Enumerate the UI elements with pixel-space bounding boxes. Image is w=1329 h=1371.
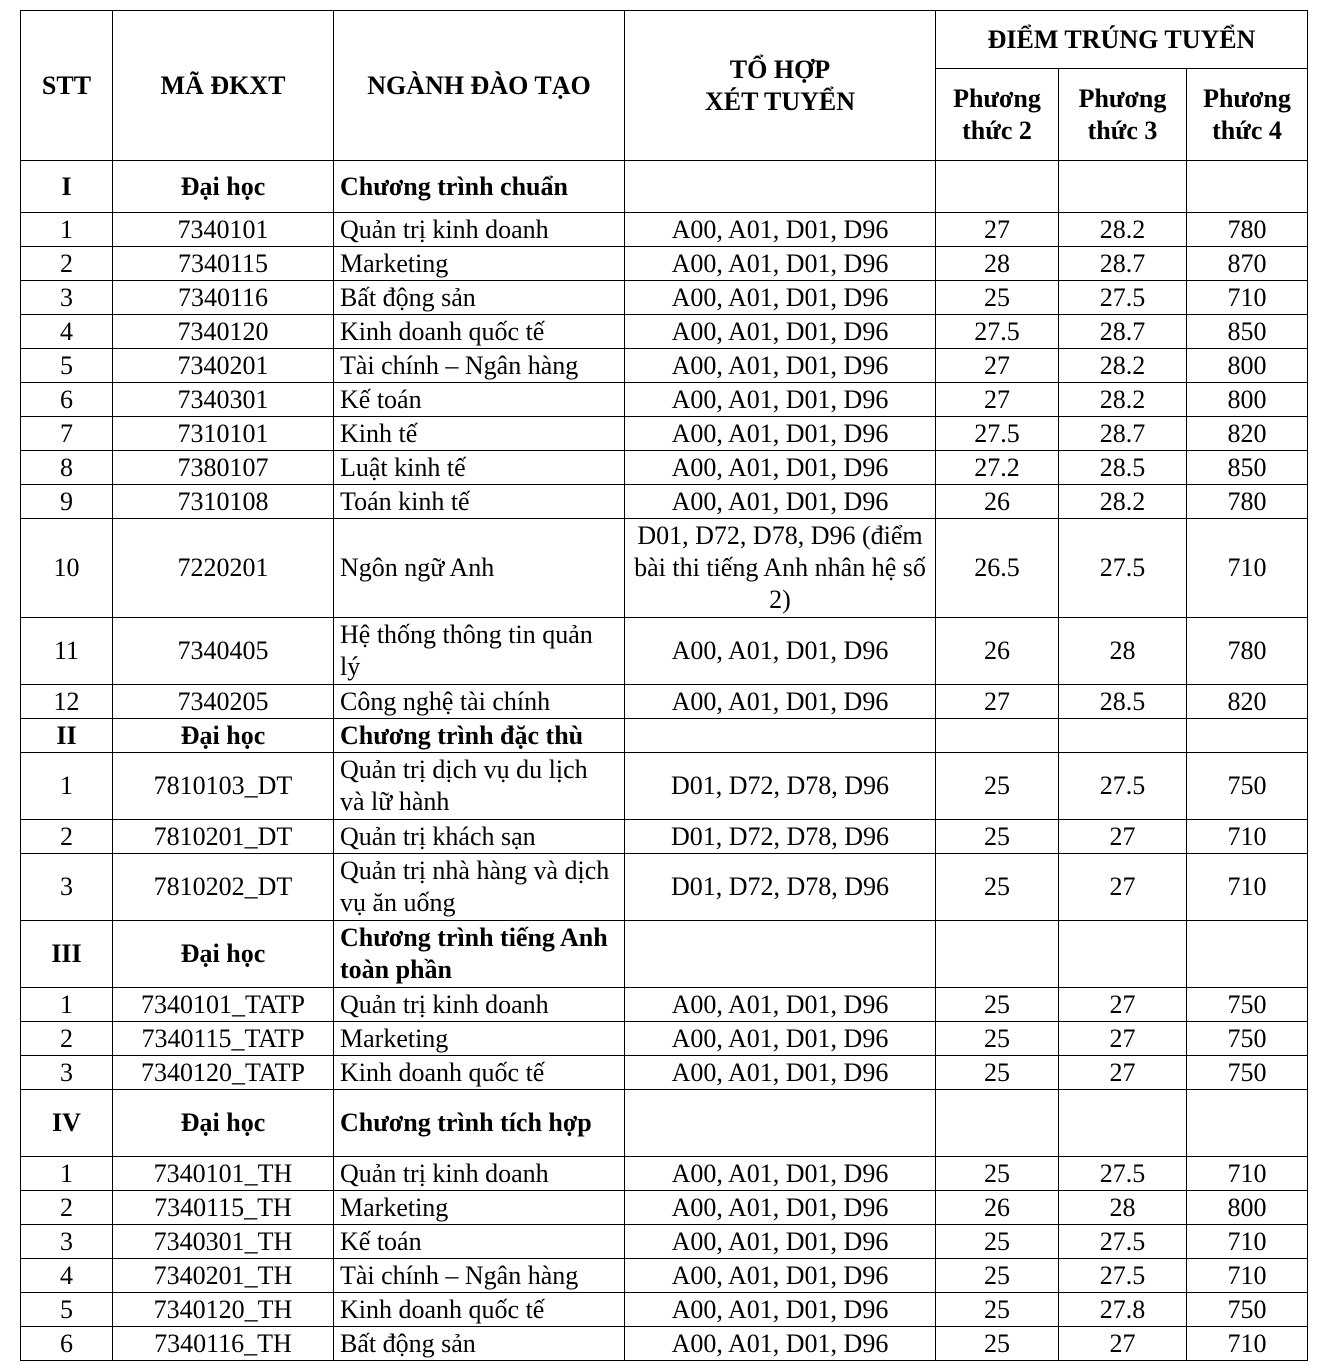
row-combo: A00, A01, D01, D96 [625, 685, 936, 719]
table-row [21, 247, 1308, 281]
header-combo-line2: XÉT TUYỂN [704, 86, 856, 116]
row-score-method-2: 25 [936, 1327, 1059, 1361]
row-score-method-3: 28.7 [1059, 315, 1187, 349]
row-score-method-3: 28.5 [1059, 685, 1187, 719]
row-combo: A00, A01, D01, D96 [625, 349, 936, 383]
row-score-method-2: 25 [936, 1259, 1059, 1293]
table-row [21, 820, 1308, 854]
row-score-method-3: 28.7 [1059, 247, 1187, 281]
section-number: III [21, 921, 113, 988]
row-code: 7310108 [113, 485, 334, 519]
empty-cell [625, 921, 936, 988]
empty-cell [625, 1090, 936, 1157]
header-combo-line1: TỔ HỢP [729, 54, 831, 84]
row-code: 7340120_TH [113, 1293, 334, 1327]
row-score-method-2: 27 [936, 213, 1059, 247]
row-combo: A00, A01, D01, D96 [625, 1022, 936, 1056]
row-major: Bất động sản [334, 1327, 625, 1361]
row-stt: 5 [21, 1293, 113, 1327]
row-combo: A00, A01, D01, D96 [625, 247, 936, 281]
row-stt: 11 [21, 618, 113, 685]
row-score-method-4: 800 [1187, 1191, 1308, 1225]
table-row [21, 1022, 1308, 1056]
row-score-method-4: 850 [1187, 451, 1308, 485]
empty-cell [936, 921, 1059, 988]
row-combo: A00, A01, D01, D96 [625, 1259, 936, 1293]
row-major: Marketing [334, 1191, 625, 1225]
table-body [21, 161, 1308, 1361]
row-code: 7340301_TH [113, 1225, 334, 1259]
row-major: Kế toán [334, 1225, 625, 1259]
row-stt: 7 [21, 417, 113, 451]
empty-cell [936, 719, 1059, 753]
header-method-3-line1: Phương [1078, 83, 1167, 113]
row-score-method-3: 28.7 [1059, 417, 1187, 451]
row-major: Quản trị dịch vụ du lịch và lữ hành [334, 753, 625, 820]
row-code: 7340201_TH [113, 1259, 334, 1293]
row-code: 7340101_TH [113, 1157, 334, 1191]
row-code: 7310101 [113, 417, 334, 451]
row-major: Kinh doanh quốc tế [334, 1056, 625, 1090]
empty-cell [625, 161, 936, 213]
row-score-method-2: 25 [936, 854, 1059, 921]
row-score-method-2: 26 [936, 485, 1059, 519]
row-score-method-4: 710 [1187, 281, 1308, 315]
table-row [21, 519, 1308, 618]
row-score-method-3: 27 [1059, 854, 1187, 921]
empty-cell [1059, 161, 1187, 213]
table-row [21, 753, 1308, 820]
row-score-method-3: 27.5 [1059, 1157, 1187, 1191]
row-stt: 5 [21, 349, 113, 383]
section-program: Chương trình chuẩn [334, 161, 625, 213]
row-score-method-4: 800 [1187, 383, 1308, 417]
row-score-method-2: 27.2 [936, 451, 1059, 485]
section-level: Đại học [113, 719, 334, 753]
row-code: 7340120_TATP [113, 1056, 334, 1090]
row-stt: 3 [21, 1056, 113, 1090]
table-row [21, 1056, 1308, 1090]
row-score-method-3: 27.5 [1059, 281, 1187, 315]
row-combo: A00, A01, D01, D96 [625, 485, 936, 519]
row-code: 7340405 [113, 618, 334, 685]
table-row [21, 451, 1308, 485]
row-stt: 2 [21, 820, 113, 854]
header-method-4-line1: Phương [1203, 83, 1291, 113]
row-score-method-4: 750 [1187, 1293, 1308, 1327]
row-score-method-2: 28 [936, 247, 1059, 281]
row-score-method-4: 750 [1187, 988, 1308, 1022]
header-method-3 [1059, 69, 1187, 161]
row-major: Kinh doanh quốc tế [334, 1293, 625, 1327]
row-major: Quản trị kinh doanh [334, 988, 625, 1022]
table-row [21, 1157, 1308, 1191]
table-row [21, 1327, 1308, 1361]
empty-cell [625, 719, 936, 753]
row-major: Tài chính – Ngân hàng [334, 1259, 625, 1293]
header-method-4 [1187, 69, 1308, 161]
row-code: 7340205 [113, 685, 334, 719]
row-major: Marketing [334, 1022, 625, 1056]
row-stt: 2 [21, 1191, 113, 1225]
row-code: 7340115 [113, 247, 334, 281]
row-score-method-2: 27.5 [936, 315, 1059, 349]
row-score-method-2: 25 [936, 1225, 1059, 1259]
header-code: MÃ ĐKXT [113, 11, 334, 161]
row-combo: D01, D72, D78, D96 [625, 753, 936, 820]
section-row [21, 161, 1308, 213]
section-program: Chương trình tiếng Anh toàn phần [334, 921, 625, 988]
row-score-method-2: 25 [936, 820, 1059, 854]
row-stt: 1 [21, 753, 113, 820]
row-code: 7340301 [113, 383, 334, 417]
row-major: Tài chính – Ngân hàng [334, 349, 625, 383]
empty-cell [1187, 719, 1308, 753]
empty-cell [1187, 1090, 1308, 1157]
row-combo: A00, A01, D01, D96 [625, 1157, 936, 1191]
row-score-method-4: 750 [1187, 1022, 1308, 1056]
admission-score-table [20, 10, 1308, 1361]
row-score-method-3: 28 [1059, 618, 1187, 685]
row-major: Công nghệ tài chính [334, 685, 625, 719]
row-score-method-4: 710 [1187, 820, 1308, 854]
header-method-2-line1: Phương [953, 83, 1041, 113]
section-program: Chương trình đặc thù [334, 719, 625, 753]
table-row [21, 383, 1308, 417]
table-row [21, 685, 1308, 719]
row-score-method-2: 27 [936, 349, 1059, 383]
row-major: Bất động sản [334, 281, 625, 315]
row-stt: 9 [21, 485, 113, 519]
row-code: 7340120 [113, 315, 334, 349]
row-major: Kế toán [334, 383, 625, 417]
row-combo: A00, A01, D01, D96 [625, 213, 936, 247]
table-row [21, 349, 1308, 383]
row-score-method-4: 710 [1187, 1157, 1308, 1191]
section-program: Chương trình tích hợp [334, 1090, 625, 1157]
row-score-method-3: 27.8 [1059, 1293, 1187, 1327]
row-score-method-2: 25 [936, 988, 1059, 1022]
table-row [21, 315, 1308, 349]
row-major: Quản trị kinh doanh [334, 213, 625, 247]
row-score-method-2: 25 [936, 1056, 1059, 1090]
row-score-method-3: 27.5 [1059, 1259, 1187, 1293]
row-major: Quản trị khách sạn [334, 820, 625, 854]
row-score-method-4: 750 [1187, 753, 1308, 820]
section-row [21, 1090, 1308, 1157]
section-level: Đại học [113, 1090, 334, 1157]
row-score-method-3: 28.5 [1059, 451, 1187, 485]
row-stt: 3 [21, 281, 113, 315]
empty-cell [1059, 1090, 1187, 1157]
row-score-method-4: 710 [1187, 1259, 1308, 1293]
row-stt: 10 [21, 519, 113, 618]
row-score-method-4: 710 [1187, 854, 1308, 921]
section-level: Đại học [113, 921, 334, 988]
row-combo: A00, A01, D01, D96 [625, 281, 936, 315]
empty-cell [1187, 921, 1308, 988]
header-method-2-line2: thức 2 [962, 115, 1032, 145]
row-score-method-4: 800 [1187, 349, 1308, 383]
row-score-method-2: 25 [936, 753, 1059, 820]
row-code: 7340101 [113, 213, 334, 247]
table-row [21, 213, 1308, 247]
row-score-method-3: 27.5 [1059, 1225, 1187, 1259]
row-combo: A00, A01, D01, D96 [625, 1327, 936, 1361]
row-major: Luật kinh tế [334, 451, 625, 485]
row-code: 7340201 [113, 349, 334, 383]
row-code: 7340116_TH [113, 1327, 334, 1361]
section-number: II [21, 719, 113, 753]
row-score-method-2: 26 [936, 1191, 1059, 1225]
row-stt: 3 [21, 854, 113, 921]
row-score-method-4: 870 [1187, 247, 1308, 281]
row-score-method-4: 850 [1187, 315, 1308, 349]
row-stt: 1 [21, 213, 113, 247]
row-stt: 12 [21, 685, 113, 719]
row-score-method-4: 750 [1187, 1056, 1308, 1090]
row-score-method-4: 710 [1187, 1225, 1308, 1259]
row-score-method-2: 25 [936, 1293, 1059, 1327]
row-code: 7810202_DT [113, 854, 334, 921]
row-major: Hệ thống thông tin quản lý [334, 618, 625, 685]
row-score-method-3: 28.2 [1059, 383, 1187, 417]
row-stt: 8 [21, 451, 113, 485]
header-major: NGÀNH ĐÀO TẠO [334, 11, 625, 161]
table-row [21, 988, 1308, 1022]
row-stt: 1 [21, 988, 113, 1022]
table-row [21, 281, 1308, 315]
row-score-method-2: 26 [936, 618, 1059, 685]
row-score-method-2: 25 [936, 1157, 1059, 1191]
row-score-method-3: 27 [1059, 1327, 1187, 1361]
header-method-3-line2: thức 3 [1087, 115, 1158, 145]
row-combo: A00, A01, D01, D96 [625, 1191, 936, 1225]
row-combo: A00, A01, D01, D96 [625, 417, 936, 451]
row-combo: D01, D72, D78, D96 [625, 820, 936, 854]
row-score-method-4: 780 [1187, 618, 1308, 685]
row-score-method-4: 820 [1187, 685, 1308, 719]
row-score-method-3: 28.2 [1059, 485, 1187, 519]
table-row [21, 1225, 1308, 1259]
row-combo: D01, D72, D78, D96 (điểm bài thi tiếng Anh nhân hệ số 2) [625, 519, 936, 618]
row-score-method-3: 27.5 [1059, 519, 1187, 618]
row-stt: 3 [21, 1225, 113, 1259]
section-row [21, 719, 1308, 753]
row-combo: A00, A01, D01, D96 [625, 383, 936, 417]
row-score-method-4: 780 [1187, 485, 1308, 519]
row-code: 7810103_DT [113, 753, 334, 820]
row-code: 7220201 [113, 519, 334, 618]
section-level: Đại học [113, 161, 334, 213]
header-score-group: ĐIỂM TRÚNG TUYỂN [936, 11, 1308, 69]
row-stt: 2 [21, 1022, 113, 1056]
empty-cell [1059, 719, 1187, 753]
row-score-method-2: 26.5 [936, 519, 1059, 618]
table-row [21, 485, 1308, 519]
table-row [21, 417, 1308, 451]
row-score-method-2: 27.5 [936, 417, 1059, 451]
row-score-method-2: 25 [936, 1022, 1059, 1056]
empty-cell [936, 1090, 1059, 1157]
row-combo: A00, A01, D01, D96 [625, 451, 936, 485]
row-combo: A00, A01, D01, D96 [625, 1056, 936, 1090]
row-code: 7340116 [113, 281, 334, 315]
row-stt: 2 [21, 247, 113, 281]
row-score-method-3: 27.5 [1059, 753, 1187, 820]
row-code: 7810201_DT [113, 820, 334, 854]
section-number: I [21, 161, 113, 213]
table-row [21, 618, 1308, 685]
empty-cell [1187, 161, 1308, 213]
header-combo [625, 11, 936, 161]
table-row [21, 854, 1308, 921]
row-major: Kinh tế [334, 417, 625, 451]
row-score-method-2: 27 [936, 383, 1059, 417]
row-stt: 1 [21, 1157, 113, 1191]
row-stt: 6 [21, 1327, 113, 1361]
row-stt: 6 [21, 383, 113, 417]
row-combo: A00, A01, D01, D96 [625, 1225, 936, 1259]
row-score-method-3: 27 [1059, 1022, 1187, 1056]
row-major: Toán kinh tế [334, 485, 625, 519]
row-score-method-4: 820 [1187, 417, 1308, 451]
header-method-4-line2: thức 4 [1212, 115, 1282, 145]
row-score-method-3: 27 [1059, 1056, 1187, 1090]
row-stt: 4 [21, 1259, 113, 1293]
row-major: Ngôn ngữ Anh [334, 519, 625, 618]
row-score-method-3: 28.2 [1059, 349, 1187, 383]
row-combo: A00, A01, D01, D96 [625, 1293, 936, 1327]
row-combo: A00, A01, D01, D96 [625, 988, 936, 1022]
row-combo: A00, A01, D01, D96 [625, 315, 936, 349]
empty-cell [1059, 921, 1187, 988]
row-score-method-3: 27 [1059, 988, 1187, 1022]
header-stt: STT [21, 11, 113, 161]
row-major: Quản trị kinh doanh [334, 1157, 625, 1191]
empty-cell [936, 161, 1059, 213]
row-major: Kinh doanh quốc tế [334, 315, 625, 349]
row-score-method-2: 25 [936, 281, 1059, 315]
table-row [21, 1293, 1308, 1327]
section-row [21, 921, 1308, 988]
table-row [21, 1191, 1308, 1225]
row-combo: A00, A01, D01, D96 [625, 618, 936, 685]
row-code: 7380107 [113, 451, 334, 485]
row-score-method-3: 27 [1059, 820, 1187, 854]
row-major: Marketing [334, 247, 625, 281]
row-score-method-2: 27 [936, 685, 1059, 719]
row-score-method-4: 780 [1187, 213, 1308, 247]
section-number: IV [21, 1090, 113, 1157]
header-method-2 [936, 69, 1059, 161]
row-combo: D01, D72, D78, D96 [625, 854, 936, 921]
row-score-method-4: 710 [1187, 1327, 1308, 1361]
table-row [21, 1259, 1308, 1293]
row-code: 7340115_TATP [113, 1022, 334, 1056]
row-major: Quản trị nhà hàng và dịch vụ ăn uống [334, 854, 625, 921]
row-code: 7340115_TH [113, 1191, 334, 1225]
row-score-method-3: 28.2 [1059, 213, 1187, 247]
row-score-method-4: 710 [1187, 519, 1308, 618]
row-score-method-3: 28 [1059, 1191, 1187, 1225]
row-code: 7340101_TATP [113, 988, 334, 1022]
row-stt: 4 [21, 315, 113, 349]
